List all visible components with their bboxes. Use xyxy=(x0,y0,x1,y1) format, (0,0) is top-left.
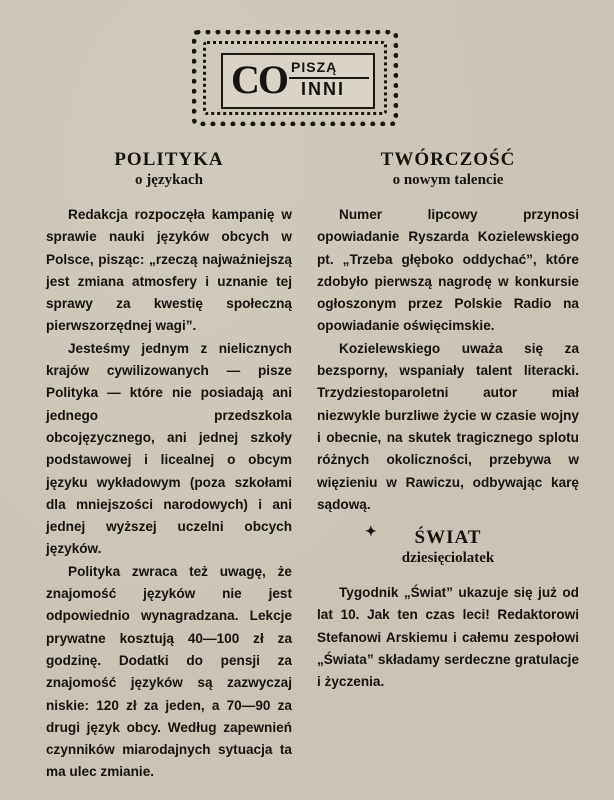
article-title: POLITYKA xyxy=(114,149,224,170)
logo-inni: INNI xyxy=(301,79,345,99)
column-logo xyxy=(221,53,375,109)
article-paragraph: Tygodnik „Świat” ukazuje się już od lat 10. Jak ten czas leci! Redaktorowi Stefanowi Arskiemu i całemu zespołowi „Świata” składamy serdeczne gratulacje i życzenia. xyxy=(317,585,579,690)
article-swiat xyxy=(317,525,579,693)
print-mark-icon: ✦ xyxy=(365,525,377,541)
article-title: ŚWIAT xyxy=(414,527,482,549)
logo-pisza: PISZĄ xyxy=(291,59,338,75)
article-title: TWÓRCZOŚĆ xyxy=(380,149,516,170)
left-column xyxy=(46,150,292,784)
article-heading-tworczosc xyxy=(317,150,579,190)
article-paragraph: Kozielewskiego uważa się za bezsporny, wspaniały talent literacki. Trzydziestoparoletni autor miał niezwykle burzliwe życie w czasie wojny i obecnie, na skutek tragicznego splotu różnych okoliczności, przebywa w więzieniu w Rawiczu, odbywając karę sądową. xyxy=(317,340,579,512)
article-paragraph: Polityka zwraca też uwagę, że znajomość języków nie jest odpowiednio wynagradzana. Lekcje prywatne kosztują 40—100 zł za godzinę. Dodatki do pensji za znajomość języków są zazwyczaj niskie: 120 zł za jeden, a 70—90 za drugi język obcy. Według zapewnień czynników miarodajnych sytuacja ta ma ulec zmianie. xyxy=(46,563,292,780)
article-subtitle: o językach xyxy=(135,172,203,188)
masthead-frame xyxy=(192,30,398,126)
article-paragraph: Jesteśmy jednym z nielicznych krajów cywilizowanych — pisze Polityka — które nie posiadają ani jednego przedszkola obcojęzycznego, ani jednej szkoły podstawowej i licealnej o obcym języku wykładowym (poza szkołami dla mniejszości narodowych) i ani jednej wyższej uczelni obcych języków. xyxy=(46,340,292,557)
article-heading-swiat xyxy=(317,528,579,568)
logo-co: CO xyxy=(231,57,287,102)
article-subtitle: o nowym talencie xyxy=(392,172,504,188)
article-heading-polityka xyxy=(46,150,292,190)
article-paragraph: Numer lipcowy przynosi opowiadanie Ryszarda Kozielewskiego pt. „Trzeba głęboko oddychać”, które zdobyło pierwszą nagrodę w konkursie ogłoszonym przez Polskie Radio na opowiadanie oświęcimskie. xyxy=(317,207,579,334)
article-paragraph: Redakcja rozpoczęła kampanię w sprawie nauki języków obcych w Polsce, pisząc: „rzeczą najważniejszą jest zmiana atmosfery i uznanie tej sprawy za kwestię społeczną pierwszorzędnej wagi”. xyxy=(46,207,292,334)
right-column xyxy=(317,150,579,694)
article-subtitle: dziesięciolatek xyxy=(401,550,495,567)
